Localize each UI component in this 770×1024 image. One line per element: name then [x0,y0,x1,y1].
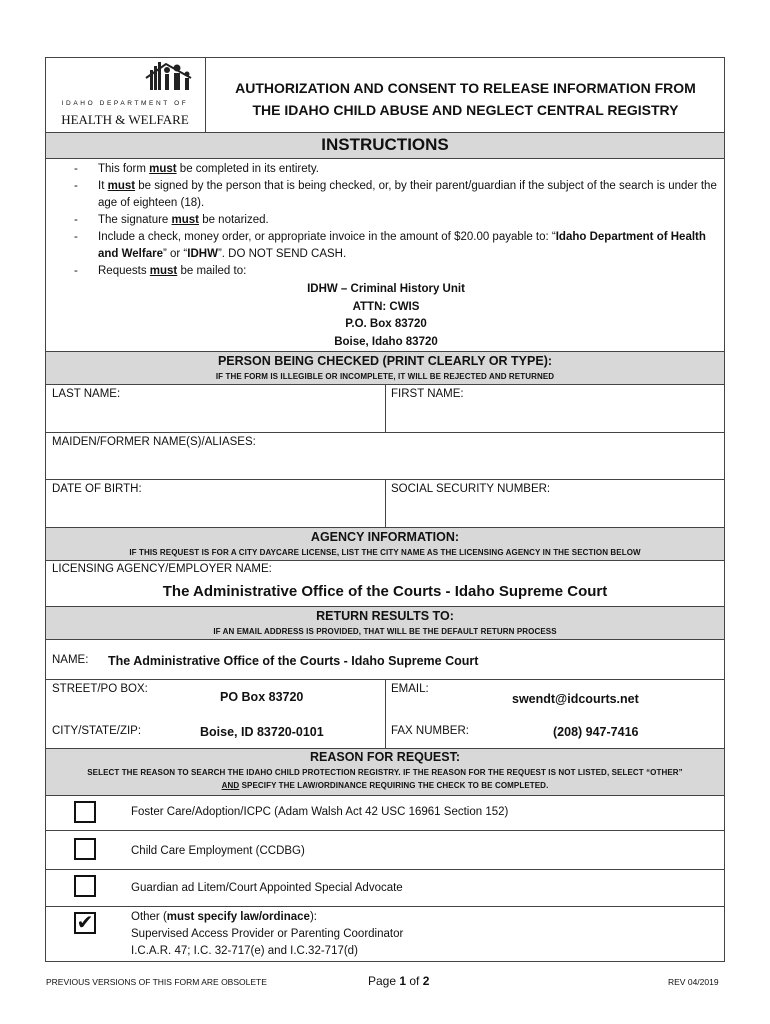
option-other-label: Other (must specify law/ordinace): [131,911,317,923]
return-heading: RETURN RESULTS TO: [316,609,454,623]
street-value[interactable]: PO Box 83720 [220,690,304,704]
dob-label: DATE OF BIRTH: [52,483,142,495]
instruction-item: - Include a check, money order, or appropriate invoice in the amount of $20.00 payable to: “Idaho Department of Health and Welfare” or “IDHW”. DO NOT SEND CASH. [74,231,706,260]
instruction-item: - It must be signed by the person that is being checked, or, by their parent/guardian if the subject of the search is under the age of eighteen (18). [74,180,717,209]
idhw-logo [46,60,204,130]
form-title [206,77,725,121]
other-specify-line[interactable]: Supervised Access Provider or Parenting Coordinator [131,928,404,940]
last-name-label: LAST NAME: [52,388,121,400]
page-number: Page 1 of 2 [368,974,430,988]
city-value[interactable]: Boise, ID 83720-0101 [200,725,324,739]
return-name-label: NAME: [52,654,89,666]
dob-field[interactable] [50,497,380,525]
agency-heading: AGENCY INFORMATION: [310,530,460,544]
agency-note: IF THIS REQUEST IS FOR A CITY DAYCARE LICENSE, LIST THE CITY NAME AS THE LICENSING AGENCY IN THE SECTION BELOW [129,548,641,557]
mailing-address [46,281,726,351]
option-foster-care-label: Foster Care/Adoption/ICPC (Adam Walsh Act 42 USC 16961 Section 152) [131,806,509,818]
checkbox-child-care[interactable] [74,838,96,860]
person-heading: PERSON BEING CHECKED (PRINT CLEARLY OR TYPE): [217,354,553,368]
instructions-heading: INSTRUCTIONS [321,135,449,154]
checkbox-other[interactable] [74,912,96,934]
first-name-field[interactable] [390,402,720,430]
employer-value[interactable]: The Administrative Office of the Courts - Idaho Supreme Court [162,583,608,600]
fax-value[interactable]: (208) 947-7416 [553,725,639,739]
instruction-item: - This form must be completed in its entirety. [74,163,319,175]
email-value[interactable]: swendt@idcourts.net [512,692,639,706]
address-line: P.O. Box 83720 [345,318,427,330]
last-name-field[interactable] [50,402,380,430]
email-label: EMAIL: [391,683,429,695]
reason-heading: REASON FOR REQUEST: [309,750,460,764]
footer-revision: REV 04/2019 [668,977,719,987]
form-title-line1: AUTHORIZATION AND CONSENT TO RELEASE INFORMATION FROM [235,80,696,96]
ssn-field[interactable] [390,497,720,525]
other-specify-line[interactable]: I.C.A.R. 47; I.C. 32-717(e) and I.C.32-717(d) [131,945,358,957]
fax-label: FAX NUMBER: [391,725,469,737]
address-line: Boise, Idaho 83720 [334,335,438,348]
instructions-list [46,161,722,351]
person-note: IF THE FORM IS ILLEGIBLE OR INCOMPLETE, IT WILL BE REJECTED AND RETURNED [215,372,555,381]
option-guardian-label: Guardian ad Litem/Court Appointed Special Advocate [131,882,403,894]
checkbox-foster-care[interactable] [74,801,96,823]
reason-note-line1: SELECT THE REASON TO SEARCH THE IDAHO CHILD PROTECTION REGISTRY. IF THE REASON FOR THE REQUEST IS NOT LISTED, SELECT “OTHER” [87,768,683,777]
return-name-value[interactable]: The Administrative Office of the Courts - Idaho Supreme Court [108,654,479,668]
footer-obsolete-note: PREVIOUS VERSIONS OF THIS FORM ARE OBSOLETE [46,977,267,987]
maiden-name-field[interactable] [50,450,720,478]
employer-label: LICENSING AGENCY/EMPLOYER NAME: [52,563,272,575]
maiden-name-label: MAIDEN/FORMER NAME(S)/ALIASES: [52,436,256,448]
check-mark-icon: ✔ [76,910,94,934]
form-title-line2: THE IDAHO CHILD ABUSE AND NEGLECT CENTRAL REGISTRY [252,102,679,118]
instruction-item: - Requests must be mailed to: [74,265,247,277]
city-label: CITY/STATE/ZIP: [52,725,142,737]
option-child-care-label: Child Care Employment (CCDBG) [131,845,305,857]
instruction-item: - The signature must be notarized. [74,214,269,226]
address-line: IDHW – Criminal History Unit [307,283,465,295]
logo-text-bottom: HEALTH & WELFARE [61,112,189,127]
address-line: ATTN: CWIS [352,300,420,313]
checkbox-guardian-ad-litem[interactable] [74,875,96,897]
option-other [131,909,403,960]
first-name-label: FIRST NAME: [391,388,464,400]
logo-text-top: IDAHO DEPARTMENT OF [61,100,189,107]
reason-note-line2: AND SPECIFY THE LAW/ORDINANCE REQUIRING THE CHECK TO BE COMPLETED. [221,781,549,790]
return-note: IF AN EMAIL ADDRESS IS PROVIDED, THAT WILL BE THE DEFAULT RETURN PROCESS [213,627,557,636]
ssn-label: SOCIAL SECURITY NUMBER: [391,483,551,495]
street-label: STREET/PO BOX: [52,683,148,695]
